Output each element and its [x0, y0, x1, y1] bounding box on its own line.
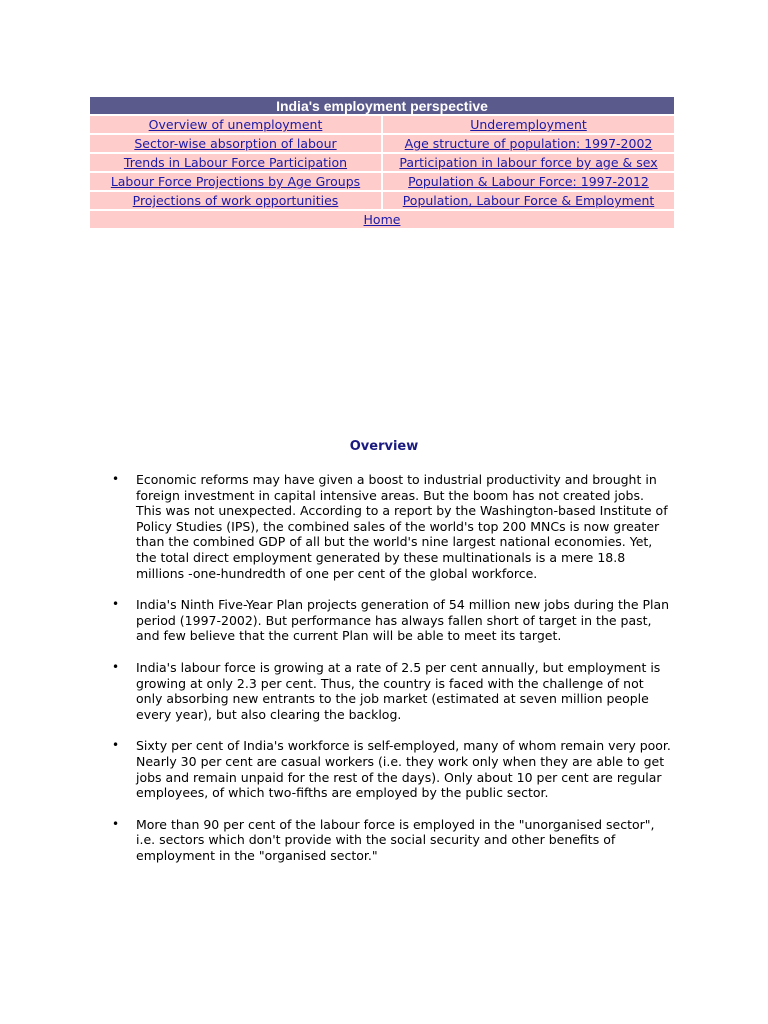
nav-cell — [383, 116, 674, 133]
bullet-text: Economic reforms may have given a boost to industrial productivity and brought in foreign investment in capital intensive areas. But the boom has not created jobs. This was not unexpected. According to a report by the Washington-based Institute of Policy Studies (IPS), the combined sales of the world's top 200 MNCs is now greater than the combined GDP of all but the world's nine largest national economies. Yet, the total direct employment generated by these multinationals is a mere 18.8 millions -one-hundredth of one per cent of the global workforce. — [136, 472, 668, 581]
list-item — [112, 597, 672, 644]
link-underemployment[interactable]: Underemployment — [470, 117, 587, 132]
bullet-icon: • — [112, 738, 120, 753]
list-item — [112, 472, 672, 581]
overview-heading: Overview — [349, 439, 419, 454]
link-home[interactable]: Home — [363, 212, 401, 227]
nav-cell — [90, 173, 381, 190]
bullet-icon: • — [112, 597, 120, 612]
nav-title: India's employment perspective — [90, 97, 674, 114]
link-population-labour-employment[interactable]: Population, Labour Force & Employment — [402, 193, 655, 208]
navigation-table — [88, 95, 676, 230]
nav-cell — [383, 154, 674, 171]
nav-cell — [383, 173, 674, 190]
bullet-text: India's Ninth Five-Year Plan projects generation of 54 million new jobs during the Plan period (1997-2002). But performance has always fallen short of target in the past, and few believe that the current Plan will be able to meet its target. — [136, 597, 670, 644]
list-item — [112, 738, 672, 800]
link-projections-work-opportunities[interactable]: Projections of work opportunities — [132, 193, 339, 208]
link-sector-wise-absorption[interactable]: Sector-wise absorption of labour — [134, 136, 337, 151]
link-overview-of-unemployment[interactable]: Overview of unemployment — [148, 117, 323, 132]
bullet-text: Sixty per cent of India's workforce is self-employed, many of whom remain very poor. Nearly 30 per cent are casual workers (i.e. they work only when they are able to get jobs and remain unpaid for the rest of the days). Only about 10 per cent are regular employees, of which two-fifths are employed by the public sector. — [136, 738, 671, 801]
link-population-labour-force[interactable]: Population & Labour Force: 1997-2012 — [408, 174, 649, 189]
nav-cell — [383, 192, 674, 209]
link-trends-participation[interactable]: Trends in Labour Force Participation — [123, 155, 348, 170]
bullet-icon: • — [112, 816, 120, 831]
nav-cell-home — [90, 211, 674, 228]
link-participation-by-age-sex[interactable]: Participation in labour force by age & sex — [399, 155, 658, 170]
bullet-text: India's labour force is growing at a rate of 2.5 per cent annually, but employment is growing at only 2.3 per cent. Thus, the country is faced with the challenge of not only absorbing new entrants to the job market (estimated at seven million people every year), but also clearing the backlog. — [136, 659, 661, 722]
list-item — [112, 660, 672, 722]
bullet-text: More than 90 per cent of the labour force is employed in the "unorganised sector", i.e. sectors which don't provide with the social security and other benefits of employment in the "organised sector." — [136, 816, 655, 863]
link-labour-force-projections[interactable]: Labour Force Projections by Age Groups — [110, 174, 361, 189]
nav-cell — [383, 135, 674, 152]
bullet-icon: • — [112, 659, 120, 674]
overview-bullet-list — [112, 472, 672, 879]
bullet-icon: • — [112, 472, 120, 486]
list-item — [112, 817, 672, 864]
nav-cell — [90, 192, 381, 209]
link-age-structure[interactable]: Age structure of population: 1997-2002 — [404, 136, 653, 151]
nav-cell — [90, 135, 381, 152]
nav-cell — [90, 116, 381, 133]
nav-cell — [90, 154, 381, 171]
